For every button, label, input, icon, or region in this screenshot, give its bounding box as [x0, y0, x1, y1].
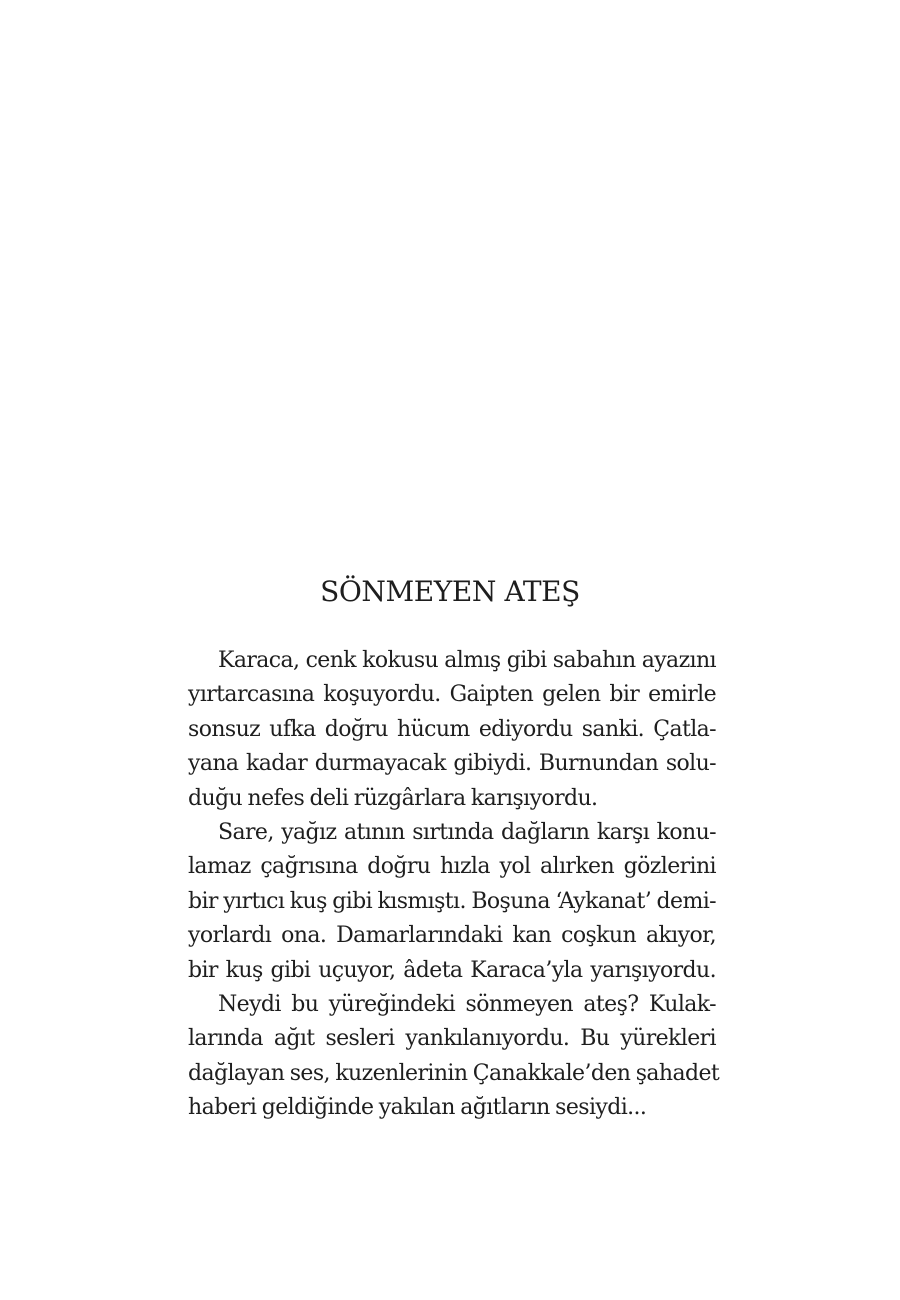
paragraph-2 [188, 816, 716, 988]
text-line: bir yırtıcı kuş gibi kısmıştı. Boşuna ‘Aykanat’ demi- [188, 888, 716, 914]
text-line: bir kuş gibi uçuyor, âdeta Karaca’yla yarışıyordu. [188, 957, 716, 983]
paragraph-3 [188, 988, 720, 1126]
text-line: duğu nefes deli rüzgârlara karışıyordu. [188, 785, 598, 811]
paragraph-1 [188, 644, 716, 816]
text-line: yırtarcasına koşuyordu. Gaipten gelen bir emirle [188, 682, 716, 708]
text-line: lamaz çağrısına doğru hızla yol alırken gözlerini [188, 854, 716, 880]
text-line: haberi geldiğinde yakılan ağıtların sesiydi... [188, 1095, 647, 1121]
text-line: Neydi bu yüreğindeki sönmeyen ateş? Kulak- [218, 991, 716, 1017]
text-line: dağlayan ses, kuzenlerinin Çanakkale’den şahadet [188, 1060, 720, 1086]
text-line: Sare, yağız atının sırtında dağların karşı konu- [218, 819, 716, 845]
text-line: larında ağıt sesleri yankılanıyordu. Bu yürekleri [188, 1026, 716, 1052]
text-line: Karaca, cenk kokusu almış gibi sabahın ayazını [218, 648, 716, 673]
body-text [188, 644, 720, 1125]
text-line: sonsuz ufka doğru hücum ediyordu sanki. Çatla- [188, 716, 716, 742]
text-line: yana kadar durmayacak gibiydi. Burnundan solu- [188, 751, 716, 777]
text-line: yorlardı ona. Damarlarındaki kan coşkun akıyor, [188, 923, 716, 949]
chapter-title: SÖNMEYEN ATEŞ [320, 575, 580, 608]
